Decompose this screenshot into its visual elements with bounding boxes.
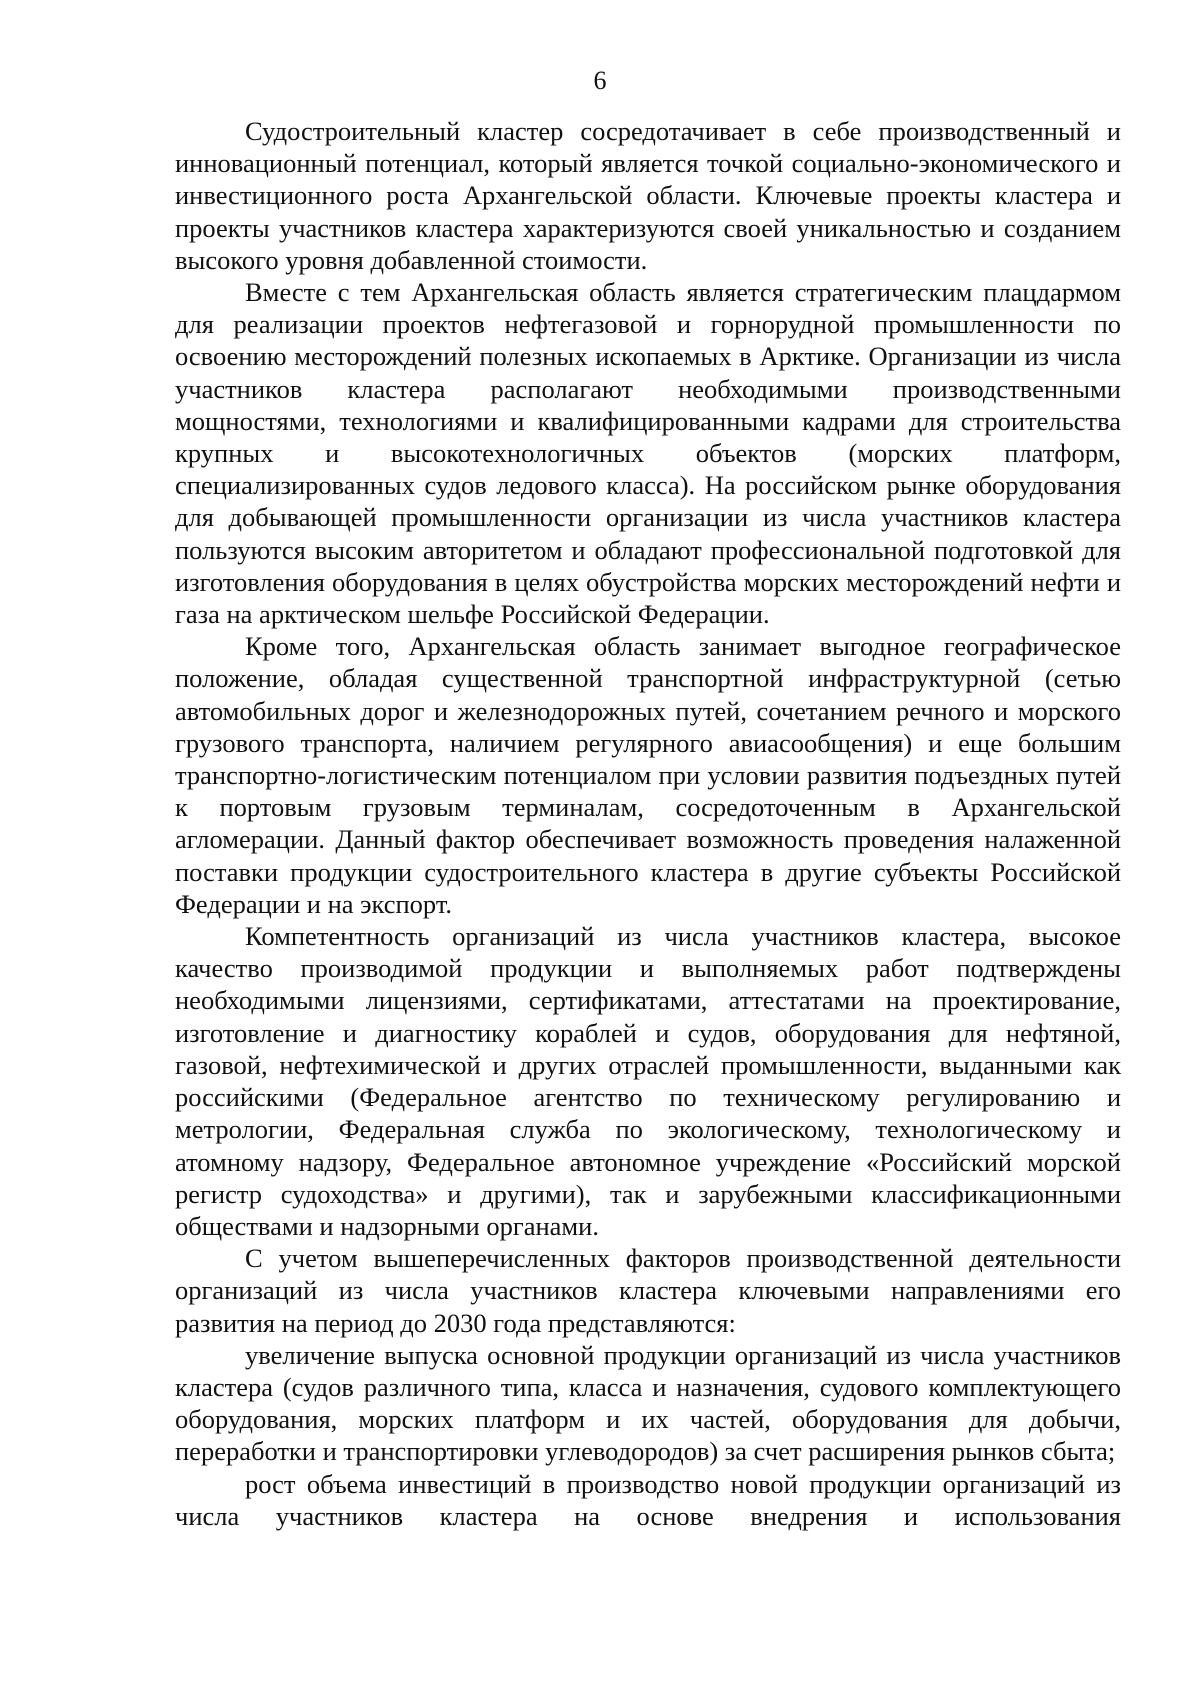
paragraph-investment-growth: рост объема инвестиций в производство новой продукции организаций из числа участников кластера на основе внедрения и использования bbox=[175, 1468, 1121, 1531]
paragraph-cluster-potential: Судостроительный кластер сосредотачивает в себе производственный и инновационный потенциал, который является точкой социально-экономического и инвестиционного роста Архангельской области. Ключевые проекты кластера и проекты участников кластера характеризуются своей уникальностью и созданием высокого уровня добавленной стоимости. bbox=[175, 116, 1121, 275]
page-number: 6 bbox=[593, 66, 607, 95]
paragraph-competence: Компетентность организаций из числа участников кластера, высокое качество производимой продукции и выполняемых работ подтверждены необходимыми лицензиями, сертификатами, аттестатами на проектирование, изготовление и диагностику кораблей и судов, оборудования для нефтяной, газовой, нефтехимической и других отраслей промышленности, выданными как российскими (Федеральное агентство по техническому регулированию и метрологии, Федеральная служба по экологическому, технологическому и атомному надзору, Федеральное автономное учреждение «Российский морской регистр судоходства» и другими), так и зарубежными классификационными обществами и надзорными органами. bbox=[175, 921, 1121, 1241]
paragraph-geographic-position: Кроме того, Архангельская область занимает выгодное географическое положение, обладая существенной транспортной инфраструктурной (сетью автомобильных дорог и железнодорожных путей, сочетанием речного и морского грузового транспорта, наличием регулярного авиасообщения) и еще большим транспортно-логистическим потенциалом при условии развития подъездных путей к портовым грузовым терминалам, сосредоточенным в Архангельской агломерации. Данный фактор обеспечивает возможность проведения налаженной поставки продукции судостроительного кластера в другие субъекты Российской Федерации и на экспорт. bbox=[175, 631, 1121, 919]
document-body bbox=[175, 115, 1121, 1532]
paragraph-arctic-bridgehead: Вместе с тем Архангельская область является стратегическим плацдармом для реализации проектов нефтегазовой и горнорудной промышленности по освоению месторождений полезных ископаемых в Арктике. Организации из числа участников кластера располагают необходимыми производственными мощностями, технологиями и квалифицированными кадрами для строительства крупных и высокотехнологичных объектов (морских платформ, специализированных судов ледового класса). На российском рынке оборудования для добывающей промышленности организации из числа участников кластера пользуются высоким авторитетом и обладают профессиональной подготовкой для изготовления оборудования в целях обустройства морских месторождений нефти и газа на арктическом шельфе Российской Федерации. bbox=[175, 277, 1121, 630]
paragraph-output-increase: увеличение выпуска основной продукции организаций из числа участников кластера (судов различного типа, класса и назначения, судового комплектующего оборудования, морских платформ и их частей, оборудования для добычи, переработки и транспортировки углеводородов) за счет расширения рынков сбыта; bbox=[175, 1339, 1121, 1467]
paragraph-development-directions: С учетом вышеперечисленных факторов производственной деятельности организаций из числа участников кластера ключевыми направлениями его развития на период до 2030 года представляются: bbox=[175, 1243, 1121, 1338]
